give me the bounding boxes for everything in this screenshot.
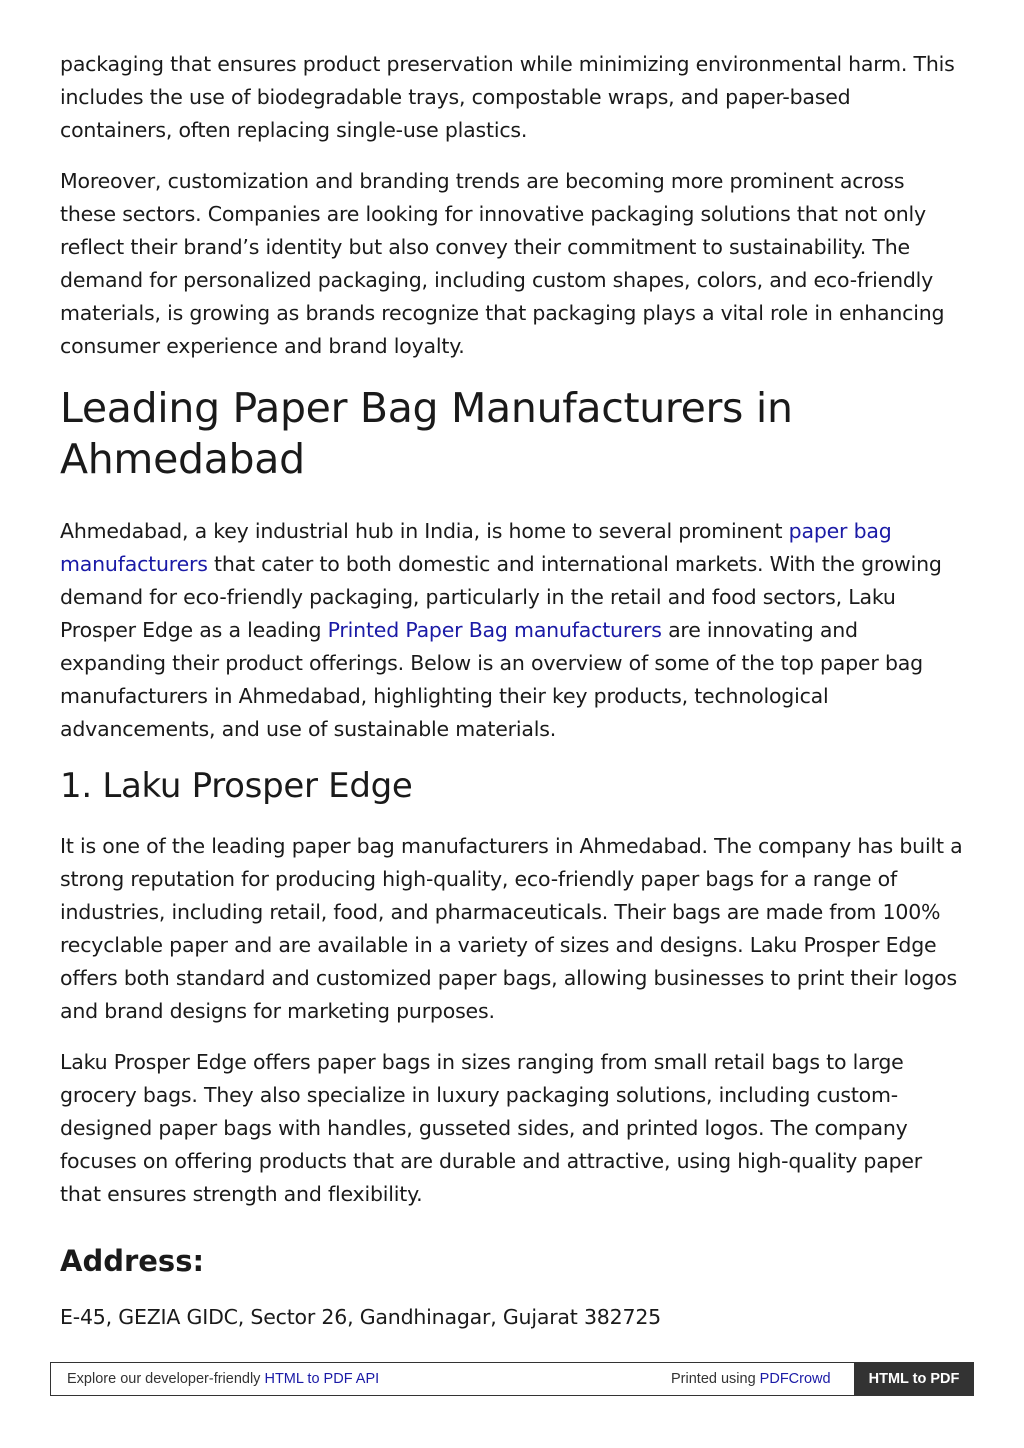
- paragraph-company-overview: It is one of the leading paper bag manufacturers in Ahmedabad. The company has built a strong reputation for producing high-quality, eco-friendly paper bags for a range of industries, including retail, food, and pharmaceuticals. Their bags are made from 100% recyclable paper and are available in a variety of sizes and designs. Laku Prosper Edge offers both standard and customized paper bags, allowing businesses to print their logos and brand designs for marketing purposes.: [60, 834, 963, 1023]
- pdfcrowd-footer: [50, 1362, 974, 1396]
- paragraph-packaging: packaging that ensures product preservation while minimizing environmental harm. This includes the use of biodegradable trays, compostable wraps, and paper-based containers, often replacing single-use plastics.: [60, 52, 955, 142]
- html-to-pdf-api-link[interactable]: HTML to PDF API: [264, 1371, 380, 1387]
- html-to-pdf-button[interactable]: HTML to PDF: [854, 1362, 974, 1396]
- paper-bag-manufacturers-link[interactable]: paper bag manufacturers: [60, 519, 892, 576]
- footer-printed-text: Printed using: [671, 1371, 760, 1387]
- paragraph-company-products: Laku Prosper Edge offers paper bags in sizes ranging from small retail bags to large grocery bags. They also specialize in luxury packaging solutions, including custom-designed paper bags with handles, gusseted sides, and printed logos. The company focuses on offering products that are durable and attractive, using high-quality paper that ensures strength and flexibility.: [60, 1050, 923, 1206]
- document-body: [60, 48, 965, 1352]
- footer-printed: [671, 1371, 831, 1387]
- pdfcrowd-link[interactable]: PDFCrowd: [759, 1371, 831, 1387]
- address-text: E-45, GEZIA GIDC, Sector 26, Gandhinagar, Gujarat 382725: [60, 1305, 662, 1329]
- intro-text-1: Ahmedabad, a key industrial hub in India, is home to several prominent: [60, 519, 789, 543]
- footer-explore-text: Explore our developer-friendly: [67, 1371, 265, 1387]
- paragraph-customization: Moreover, customization and branding trends are becoming more prominent across these sectors. Companies are looking for innovative packaging solutions that not only reflect their brand’s identity but also convey their commitment to sustainability. The demand for personalized packaging, including custom shapes, colors, and eco-friendly materials, is growing as brands recognize that packaging plays a vital role in enhancing consumer experience and brand loyalty.: [60, 169, 945, 358]
- printed-paper-bag-link[interactable]: Printed Paper Bag manufacturers: [327, 618, 662, 642]
- intro-text-3: are innovating and expanding their product offerings. Below is an overview of some of the top paper bag manufacturers in Ahmedabad, highlighting their key products, technological advancements, and use of sustainable materials.: [60, 618, 923, 741]
- address-heading: Address:: [60, 1244, 205, 1278]
- paragraph-intro: [60, 515, 965, 746]
- footer-explore: [67, 1371, 379, 1387]
- section-heading: Leading Paper Bag Manufacturers in Ahmedabad: [60, 384, 793, 483]
- company-heading: 1. Laku Prosper Edge: [60, 766, 413, 806]
- intro-text-2: that cater to both domestic and international markets. With the growing demand for eco-friendly packaging, particularly in the retail and food sectors, Laku Prosper Edge as a leading: [60, 552, 942, 642]
